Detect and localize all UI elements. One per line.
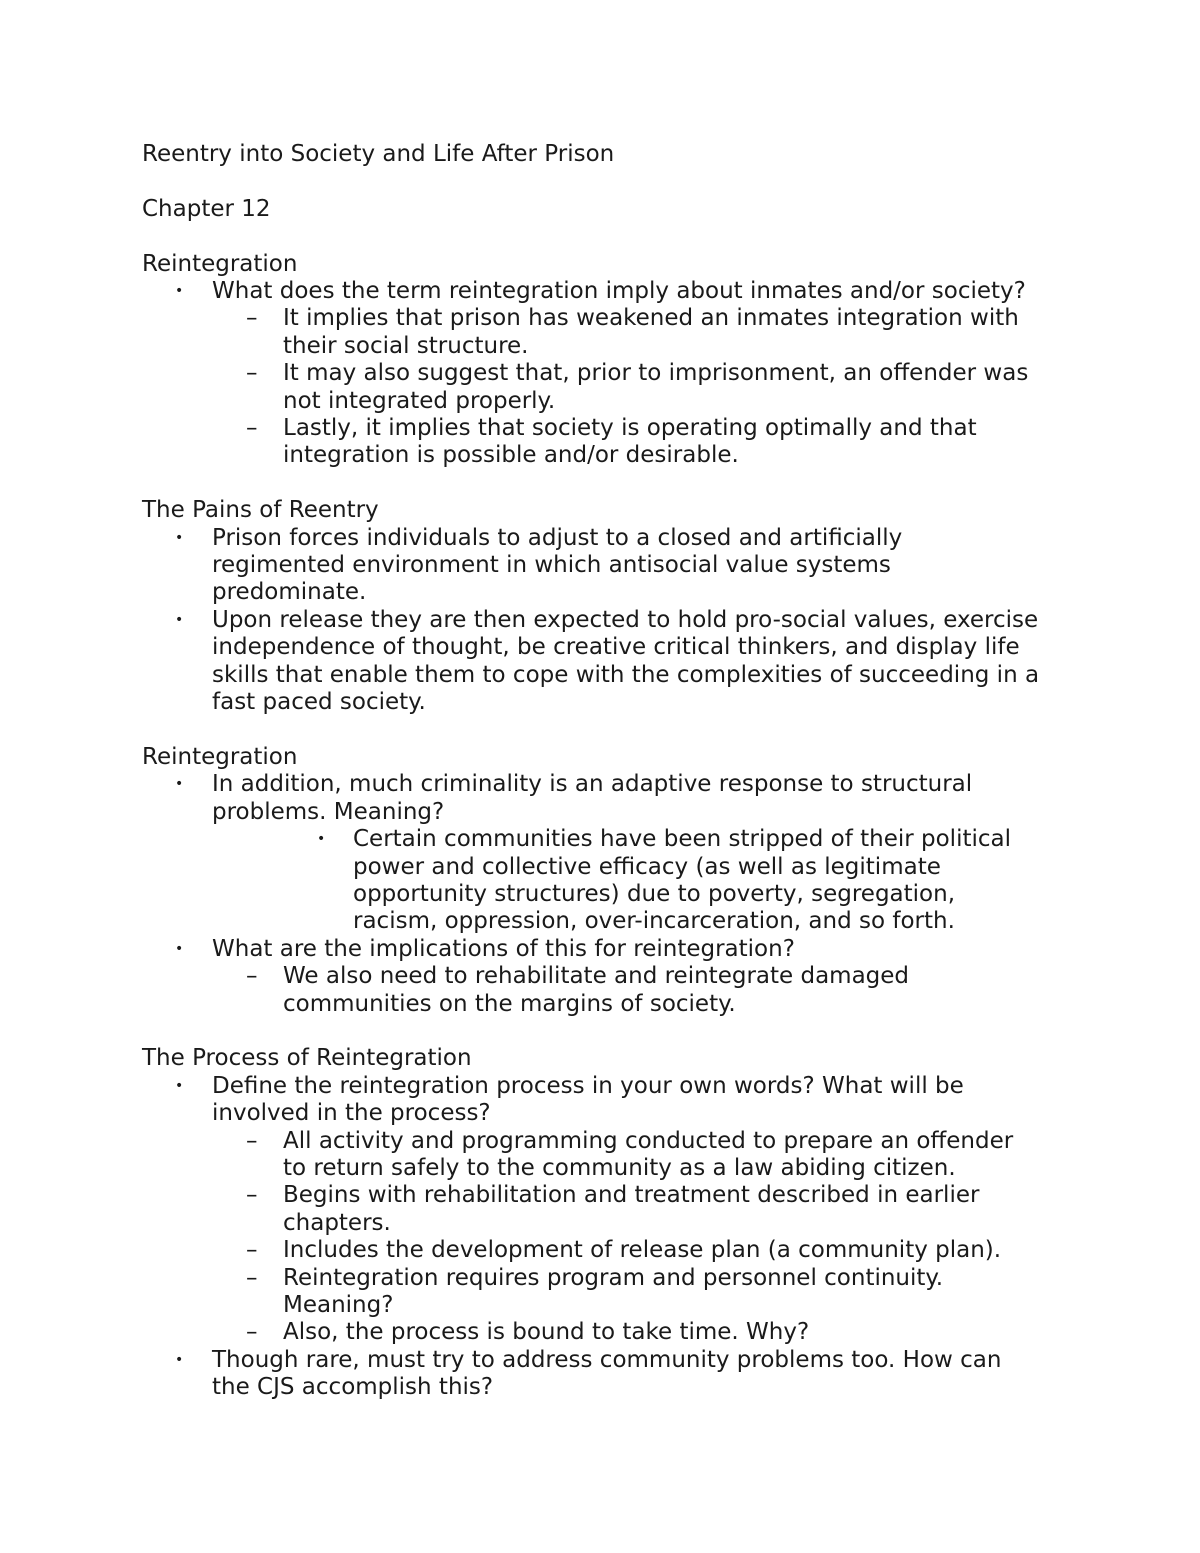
section-heading: The Pains of Reentry bbox=[142, 497, 379, 524]
bullet-text-line: What does the term reintegration imply about inmates and/or society? bbox=[212, 278, 1026, 304]
bullet-marker: • bbox=[175, 529, 184, 546]
dash-text-line: It implies that prison has weakened an inmates integration with bbox=[283, 305, 1019, 332]
sub-bullet-text-line: opportunity structures) due to poverty, segregation, bbox=[353, 880, 956, 907]
section-reintegration-2 bbox=[142, 744, 1082, 1018]
dash-text-line: to return safely to the community as a law abiding citizen. bbox=[283, 1154, 956, 1181]
dash-item bbox=[142, 1128, 1082, 1183]
dash-marker: – bbox=[246, 1127, 258, 1154]
bullet-text-line: problems. Meaning? bbox=[212, 798, 445, 825]
dash-text-line: Begins with rehabilitation and treatment described in earlier bbox=[283, 1182, 980, 1209]
dash-item bbox=[142, 305, 1082, 360]
bullet-text-line: Define the reintegration process in your own words? What will be bbox=[212, 1072, 964, 1099]
bullet-item bbox=[142, 936, 1082, 963]
dash-item bbox=[142, 415, 1082, 470]
dash-marker: – bbox=[246, 415, 258, 442]
bullet-text-line: fast paced society. bbox=[212, 689, 426, 716]
document-page bbox=[142, 141, 1082, 1402]
dash-text-line: integration is possible and/or desirable. bbox=[283, 442, 739, 469]
bullet-marker: • bbox=[175, 283, 184, 299]
sub-bullet-text-line: racism, oppression, over-incarceration, and so forth. bbox=[353, 908, 955, 935]
section-process-of-reintegration bbox=[142, 1045, 1082, 1401]
section-heading: Reintegration bbox=[142, 250, 298, 277]
dash-item bbox=[142, 963, 1082, 1018]
dash-marker: – bbox=[246, 963, 258, 990]
dash-marker: – bbox=[246, 1182, 258, 1209]
sub-bullet-item bbox=[142, 826, 1082, 936]
bullet-text-line: In addition, much criminality is an adaptive response to structural bbox=[212, 771, 973, 798]
bullet-marker: • bbox=[317, 831, 326, 848]
bullet-text-line: predominate. bbox=[212, 579, 367, 606]
dash-marker: – bbox=[246, 305, 258, 332]
dash-item bbox=[142, 360, 1082, 415]
spacer bbox=[142, 470, 1082, 497]
bullet-text-line: regimented environment in which antisocial value systems bbox=[212, 552, 891, 579]
section-pains-of-reentry bbox=[142, 497, 1082, 716]
section-heading: Reintegration bbox=[142, 743, 298, 770]
dash-text-line: communities on the margins of society. bbox=[283, 990, 736, 1017]
dash-item bbox=[142, 1182, 1082, 1237]
dash-marker: – bbox=[246, 1264, 258, 1291]
dash-item bbox=[142, 1237, 1082, 1264]
dash-marker: – bbox=[246, 360, 258, 387]
bullet-text-line: the CJS accomplish this? bbox=[212, 1374, 494, 1401]
chapter-label: Chapter 12 bbox=[142, 195, 271, 222]
bullet-text-line: What are the implications of this for reintegration? bbox=[212, 935, 795, 962]
bullet-text-line: independence of thought, be creative critical thinkers, and display life bbox=[212, 634, 1020, 661]
dash-text-line: chapters. bbox=[283, 1209, 391, 1236]
bullet-marker: • bbox=[175, 776, 184, 793]
bullet-item bbox=[142, 1347, 1082, 1402]
dash-text-line: Lastly, it implies that society is operating optimally and that bbox=[283, 415, 977, 442]
bullet-item bbox=[142, 525, 1082, 607]
dash-text-line: Meaning? bbox=[283, 1291, 394, 1318]
dash-marker: – bbox=[246, 1237, 258, 1264]
spacer bbox=[142, 1018, 1082, 1045]
spacer bbox=[142, 168, 1082, 195]
bullet-item bbox=[142, 607, 1082, 717]
bullet-text-line: Though rare, must try to address community problems too. How can bbox=[212, 1346, 1002, 1373]
bullet-marker: • bbox=[175, 1351, 184, 1368]
bullet-item bbox=[142, 1073, 1082, 1128]
bullet-marker: • bbox=[175, 1077, 184, 1094]
section-heading: The Process of Reintegration bbox=[142, 1045, 472, 1072]
dash-text-line: Includes the development of release plan (a community plan). bbox=[283, 1237, 1002, 1264]
dash-item bbox=[142, 1265, 1082, 1320]
bullet-text-line: Upon release they are then expected to hold pro-social values, exercise bbox=[212, 606, 1039, 633]
document-title: Reentry into Society and Life After Prison bbox=[142, 141, 615, 167]
dash-text-line: their social structure. bbox=[283, 332, 529, 359]
dash-text-line: Reintegration requires program and personnel continuity. bbox=[283, 1264, 944, 1291]
dash-text-line: Also, the process is bound to take time. Why? bbox=[283, 1319, 810, 1346]
dash-item bbox=[142, 1319, 1082, 1346]
dash-text-line: We also need to rehabilitate and reintegrate damaged bbox=[283, 963, 910, 990]
bullet-item bbox=[142, 278, 1082, 305]
bullet-marker: • bbox=[175, 940, 184, 957]
dash-marker: – bbox=[246, 1319, 258, 1346]
bullet-text-line: Prison forces individuals to adjust to a closed and artificially bbox=[212, 524, 903, 551]
dash-text-line: not integrated properly. bbox=[283, 387, 556, 414]
spacer bbox=[142, 223, 1082, 250]
sub-bullet-text-line: power and collective efficacy (as well as legitimate bbox=[353, 853, 941, 880]
sub-bullet-text-line: Certain communities have been stripped of their political bbox=[353, 826, 1011, 853]
bullet-text-line: involved in the process? bbox=[212, 1100, 491, 1127]
section-reintegration-1 bbox=[142, 251, 1082, 470]
bullet-text-line: skills that enable them to cope with the complexities of succeeding in a bbox=[212, 661, 1040, 688]
dash-text-line: All activity and programming conducted to prepare an offender bbox=[283, 1127, 1014, 1154]
bullet-marker: • bbox=[175, 611, 184, 628]
spacer bbox=[142, 716, 1082, 743]
bullet-item bbox=[142, 771, 1082, 826]
dash-text-line: It may also suggest that, prior to imprisonment, an offender was bbox=[283, 360, 1029, 387]
